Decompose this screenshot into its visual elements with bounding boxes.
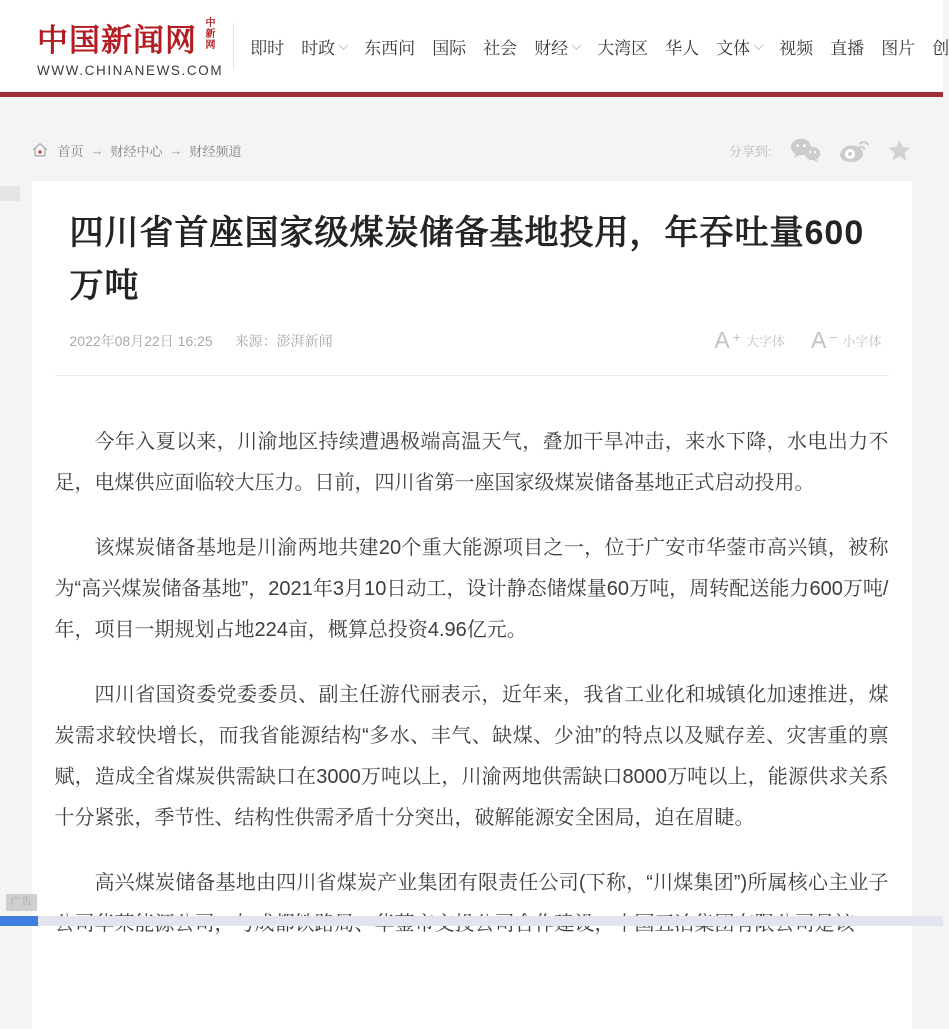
article-card (32, 181, 912, 1029)
nav-item-politics[interactable]: 时政 (301, 34, 347, 59)
font-smaller-icon: A (810, 327, 827, 353)
breadcrumb (32, 141, 242, 160)
horizontal-scrollbar-thumb[interactable] (0, 916, 38, 926)
nav-item-clipped[interactable]: 创 (932, 38, 949, 58)
breadcrumb-finance-channel[interactable]: 财经频道 (189, 143, 242, 159)
horizontal-scrollbar[interactable] (0, 916, 943, 926)
article-title: 四川省首座国家级煤炭储备基地投用，年吞吐量600万吨 (69, 214, 865, 305)
share-label: 分享到: (728, 143, 772, 159)
font-larger-icon: A (714, 327, 730, 353)
article-paragraph: 今年入夏以来，川渝地区持续遭遇极端高温天气，叠加干旱冲击，来水下降，水电出力不足，电煤供应面临较大压力。日前，四川省第一座国家级煤炭储备基地正式启动投用。 (54, 431, 889, 494)
font-smaller-button[interactable]: A − 小字体 (810, 327, 882, 353)
logo-side-mark: 中新网 (203, 16, 214, 50)
nav-item-society[interactable]: 社会 (483, 38, 518, 58)
site-logo[interactable] (37, 15, 223, 78)
nav-item-international[interactable]: 国际 (432, 38, 467, 58)
weibo-icon[interactable] (838, 137, 870, 163)
font-larger-button[interactable]: A + 大字体 (714, 327, 785, 353)
article-paragraph: 该煤炭储备基地是川渝两地共建20个重大能源项目之一，位于广安市华蓥市高兴镇，被称为“高兴煤炭储备基地”，2021年3月10日动工，设计静态储煤量60万吨，周转配送能力600万吨/年，项目一期规划占地224亩，概算总投资4.96亿元。 (54, 537, 889, 641)
article-source: 澎湃新闻 (276, 332, 333, 349)
source-label: 来源： (234, 332, 277, 349)
article-date: 2022年08月22日 16:25 (69, 332, 213, 349)
nav-item-video[interactable]: 视频 (779, 38, 814, 58)
qzone-star-icon[interactable] (887, 138, 912, 163)
nav-item-instant[interactable]: 即时 (250, 38, 285, 58)
font-size-controls (714, 329, 881, 352)
share-box (729, 137, 912, 163)
font-larger-label: 大字体 (745, 334, 785, 349)
font-smaller-label: 小字体 (842, 334, 882, 349)
ad-badge: 广告 (6, 894, 37, 911)
nav-item-chinese-abroad[interactable]: 华人 (665, 38, 700, 58)
home-icon[interactable] (32, 142, 48, 158)
site-header (0, 0, 949, 92)
breadcrumb-home[interactable]: 首页 (57, 143, 84, 159)
ad-badge-clipped (0, 186, 20, 201)
nav-item-greater-bay[interactable]: 大湾区 (597, 38, 649, 58)
nav-item-pictures[interactable]: 图片 (881, 38, 916, 58)
wechat-icon[interactable] (789, 137, 821, 163)
main-nav (242, 34, 949, 59)
logo-url: WWW.CHINANEWS.COM (37, 62, 224, 78)
article-meta (70, 331, 333, 351)
chevron-down-icon (339, 40, 349, 50)
article-paragraph: 高兴煤炭储备基地由四川省煤炭产业集团有限责任公司(下称，“川煤集团”)所属核心主业子 (94, 872, 889, 894)
nav-item-east-west[interactable]: 东西问 (364, 38, 416, 58)
breadcrumb-separator: → (169, 142, 183, 158)
chevron-down-icon (572, 40, 582, 50)
nav-item-culture-sports[interactable]: 文体 (716, 34, 762, 59)
breadcrumb-separator: → (90, 142, 104, 158)
article-body (32, 376, 912, 945)
header-divider (233, 23, 234, 69)
chevron-down-icon (754, 40, 764, 50)
article-meta-row (32, 329, 912, 352)
logo-wordmark: 中国新闻网 (37, 22, 197, 58)
breadcrumb-share-row (32, 97, 912, 163)
nav-item-finance[interactable]: 财经 (534, 34, 580, 59)
article-paragraph: 四川省国资委党委委员、副主任游代丽表示，近年来，我省工业化和城镇化加速推进，煤炭需求较快增长，而我省能源结构“多水、丰气、缺煤、少油”的特点以及赋存差、灾害重的禀赋，造成全省煤炭供需缺口在3000万吨以上，川渝两地供需缺口8000万吨以上，能源供求关系十分紧张，季节性、结构性供需矛盾十分突出，破解能源安全困局，迫在眉睫。 (54, 684, 889, 829)
breadcrumb-finance-center[interactable]: 财经中心 (110, 143, 163, 159)
nav-item-live[interactable]: 直播 (830, 38, 865, 58)
